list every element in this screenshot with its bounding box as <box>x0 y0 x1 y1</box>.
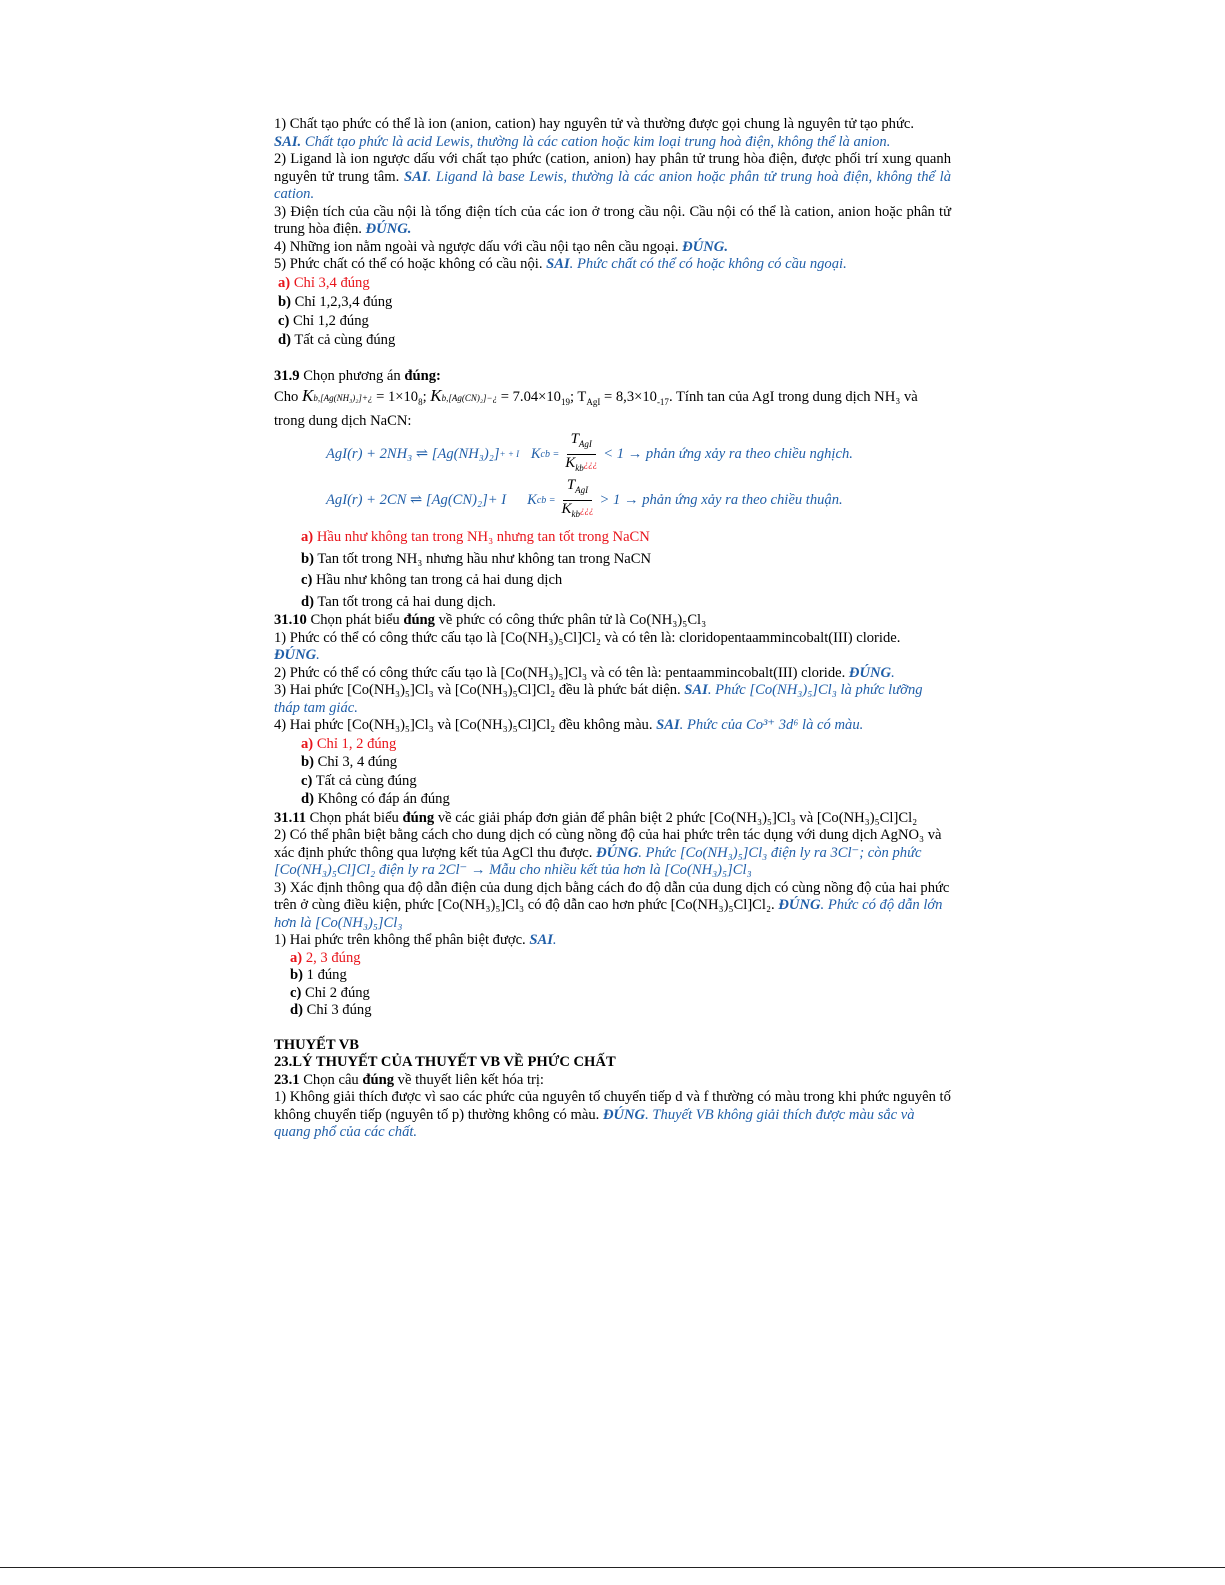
option-b: b) Tan tốt trong NH₃ nhưng hầu như không tan trong NaCN <box>301 550 651 567</box>
statement-1: 1) Hai phức trên không thể phân biệt được. SAI. <box>274 932 557 949</box>
statement-3: 3) Điện tích của cầu nội là tổng điện tích của các ion ở trong cầu nội. Cầu nội có thể là cation, anion hoặc phân tử trung hòa điện. ĐÚNG. <box>274 203 951 237</box>
option-d: d) Chỉ 3 đúng <box>290 1002 372 1019</box>
equation-2: AgI(r) + 2CN ⇌ [Ag(CN)₂] + I K cb = $\frac{T_{AgI}}{K_{kb}¿¿¿}$ > 1 → phản ứng xảy ra theo chiều thuận. <box>326 477 951 523</box>
option-d: d) Tất cả cùng đúng <box>278 332 396 348</box>
equation-1: AgI(r) + 2NH₃ ⇌ [Ag(NH₃)₂] + + I K cb = $\frac{T_{AgI}}{K_{kb}¿¿¿}$ < 1 → phản ứng xảy ra theo chiều nghịch. <box>326 431 951 477</box>
statement-1: 1) Chất tạo phức có thể là ion (anion, cation) hay nguyên tử và thường được gọi chung là nguyên tử tạo phức. SAI. Chất tạo phức là acid Lewis, thường là các cation hoặc kim loại trung hoà điện, không thể là anion. <box>274 116 915 150</box>
option-a-correct: a) Hầu như không tan trong NH₃ nhưng tan tốt trong NaCN <box>301 529 650 546</box>
option-b: b) Chỉ 1,2,3,4 đúng <box>278 294 393 310</box>
question-31-11: 31.11 Chọn phát biểu đúng về các giải pháp đơn giản để phân biệt 2 phức [Co(NH₃)₅]Cl₃ và [Co(NH₃)₅Cl]Cl₂ <box>274 809 918 826</box>
option-d: d) Không có đáp án đúng <box>301 791 450 808</box>
option-c: c) Chỉ 2 đúng <box>290 984 370 1001</box>
document-page <box>274 116 951 1142</box>
statement-4: 4) Hai phức [Co(NH₃)₅]Cl₃ và [Co(NH₃)₅Cl]Cl₂ đều không màu. SAI. Phức của Co³⁺ 3d⁶ là có màu. <box>274 717 864 734</box>
fraction-2: $\frac{T_{AgI}}{K_{kb}¿¿¿}$ <box>561 477 594 519</box>
statement-2: 2) Ligand là ion ngược dấu với chất tạo phức (cation, anion) hay phân tử trung hòa điện, được phối trí xung quanh nguyên tử trung tâm. SAI. Ligand là base Lewis, thường là các anion hoặc phân tử trung hoà điện, không thể là cation. <box>274 151 952 202</box>
option-a-correct: a) 2, 3 đúng <box>290 949 361 966</box>
statement-2: 2) Phức có thể có công thức cấu tạo là [Co(NH₃)₅]Cl₃ và có tên là: pentaammincobalt(III) cloride. ĐÚNG. <box>274 664 895 681</box>
question-23-1: 23.1 Chọn câu đúng về thuyết liên kết hóa trị: <box>274 1071 544 1088</box>
section-subtitle: 23.LÝ THUYẾT CỦA THUYẾT VB VỀ PHỨC CHẤT <box>274 1054 616 1071</box>
option-c: c) Tất cả cùng đúng <box>301 772 417 789</box>
option-d: d) Tan tốt trong cả hai dung dịch. <box>301 593 496 610</box>
section-title: THUYẾT VB <box>274 1036 360 1053</box>
statement-1: 1) Không giải thích được vì sao các phức của nguyên tố chuyển tiếp d và f thường có màu trong khi phức nguyên tố không chuyển tiếp (nguyên tố p) thường không có màu. ĐÚNG. Thuyết VB không giải thích được màu sắc và quang phổ của các chất. <box>274 1089 951 1141</box>
statement-2: 2) Có thể phân biệt bằng cách cho dung dịch có cùng nồng độ của hai phức trên tác dụng với dung dịch AgNO₃ và xác định phức thông qua lượng kết tủa AgCl thu được. ĐÚNG. Phức [Co(NH₃)₅]Cl₃ điện ly ra 3Cl⁻; còn phức [Co(NH₃)₅Cl]Cl₂ điện ly ra 2Cl⁻ → Mẫu cho nhiều kết tủa hơn là [Co(NH₃)₅]Cl₃ <box>274 827 942 879</box>
option-a-correct: a) Chỉ 3,4 đúng <box>278 275 370 291</box>
option-a-correct: a) Chỉ 1, 2 đúng <box>301 735 397 752</box>
statement-4: 4) Những ion nằm ngoài và ngược dấu với cầu nội tạo nên cầu ngoại. ĐÚNG. <box>274 238 728 255</box>
page-bottom-band <box>0 1568 1225 1585</box>
option-b: b) Chỉ 3, 4 đúng <box>301 754 398 771</box>
statement-3: 3) Hai phức [Co(NH₃)₅]Cl₃ và [Co(NH₃)₅Cl]Cl₂ đều là phức bát diện. SAI. Phức [Co(NH₃)₅]Cl₃ là phức lưỡng tháp tam giác. <box>274 682 923 716</box>
option-b: b) 1 đúng <box>290 967 347 984</box>
verdict-sai: SAI. <box>274 133 302 150</box>
question-31-9: 31.9 Chọn phương án đúng: <box>274 368 441 384</box>
question-31-9-given: Cho Kb,[Ag(NH₃)₂]+¿ = $1\times 10_8$; Kb,[Ag(CN)₂]−¿ = $7.04\times 10_{19}$; $T_{AgI} = 8,3\times 10_{-17}$. Tính tan của AgI trong dung dịch NH₃ và trong dung dịch NaCN: <box>274 385 918 430</box>
question-31-10: 31.10 Chọn phát biểu đúng về phức có công thức phân tử là Co(NH₃)₅Cl₃ <box>274 612 707 629</box>
option-c: c) Chỉ 1,2 đúng <box>278 313 369 329</box>
statement-3: 3) Xác định thông qua độ dẫn điện của dung dịch bằng cách đo độ dẫn của dung dịch có cùng nồng độ của hai phức trên ở cùng điều kiện, phức [Co(NH₃)₅]Cl₃ có độ dẫn cao hơn phức [Co(NH₃)₅Cl]Cl₂. ĐÚNG. Phức có độ dẫn lớn hơn là [Co(NH₃)₅]Cl₃ <box>274 879 950 931</box>
fraction-1: $\frac{T_{AgI}}{K_{kb}¿¿¿}$ <box>565 431 598 473</box>
statement-5: 5) Phức chất có thể có hoặc không có cầu nội. SAI. Phức chất có thể có hoặc không có cầu ngoại. <box>274 256 847 272</box>
option-c: c) Hầu như không tan trong cả hai dung dịch <box>301 572 563 589</box>
statement-1: 1) Phức có thể có công thức cấu tạo là [Co(NH₃)₅Cl]Cl₂ và có tên là: cloridopentaammincobalt(III) cloride. ĐÚNG. <box>274 629 901 664</box>
